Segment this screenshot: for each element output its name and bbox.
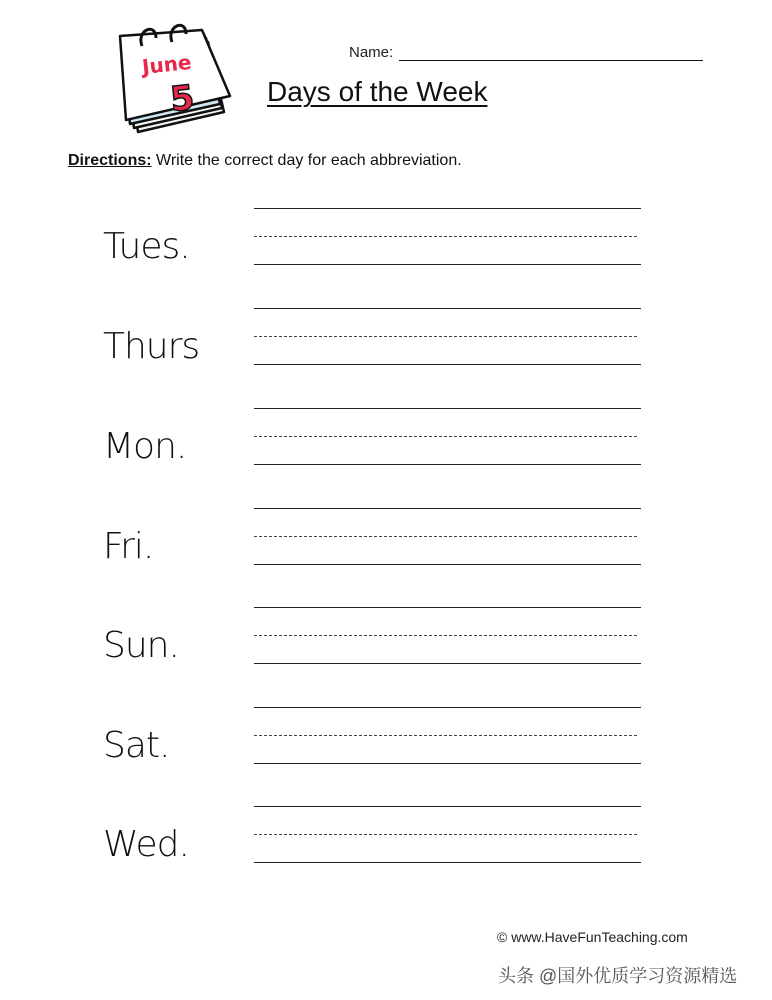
writing-line-dashed[interactable] [254,834,637,835]
writing-line-top[interactable] [254,308,641,309]
writing-line-top[interactable] [254,208,641,209]
answer-row [0,308,772,378]
name-field[interactable] [349,44,703,61]
watermark-text: 头条 @国外优质学习资源精选 [498,966,738,986]
writing-line-bottom[interactable] [254,862,641,863]
directions-text: Write the correct day for each abbreviation. [151,152,462,169]
writing-line-top[interactable] [254,707,641,708]
abbreviation: Mon. [103,426,187,467]
calendar-logo-icon [112,20,238,140]
page-title: Days of the Week [267,76,488,107]
answer-row [0,806,772,876]
writing-line-dashed[interactable] [254,336,637,337]
abbreviation: Sun. [103,625,179,666]
writing-line-bottom[interactable] [254,264,641,265]
writing-line-dashed[interactable] [254,436,637,437]
abbreviation: Tues. [103,226,190,267]
answer-row [0,408,772,478]
writing-line-bottom[interactable] [254,364,641,365]
writing-line-top[interactable] [254,806,641,807]
abbreviation: Thurs [103,326,200,367]
writing-line-top[interactable] [254,607,641,608]
writing-line-dashed[interactable] [254,536,637,537]
writing-line-dashed[interactable] [254,635,637,636]
answer-row [0,707,772,777]
name-line[interactable] [399,44,703,61]
writing-line-top[interactable] [254,408,641,409]
abbreviation: Sat. [103,725,170,766]
writing-line-bottom[interactable] [254,464,641,465]
writing-line-dashed[interactable] [254,735,637,736]
writing-line-bottom[interactable] [254,564,641,565]
directions-label: Directions: [68,152,152,169]
writing-line-bottom[interactable] [254,663,641,664]
directions [68,152,462,170]
name-label: Name: [349,44,394,61]
answer-row [0,508,772,578]
abbreviation: Fri. [103,526,154,567]
abbreviation: Wed. [103,824,189,865]
answer-row [0,208,772,278]
writing-line-top[interactable] [254,508,641,509]
copyright-text: © www.HaveFunTeaching.com [497,929,688,945]
logo-day: 5 [168,77,197,121]
answer-row [0,607,772,677]
writing-line-bottom[interactable] [254,763,641,764]
writing-line-dashed[interactable] [254,236,637,237]
logo-month: June [140,49,193,80]
